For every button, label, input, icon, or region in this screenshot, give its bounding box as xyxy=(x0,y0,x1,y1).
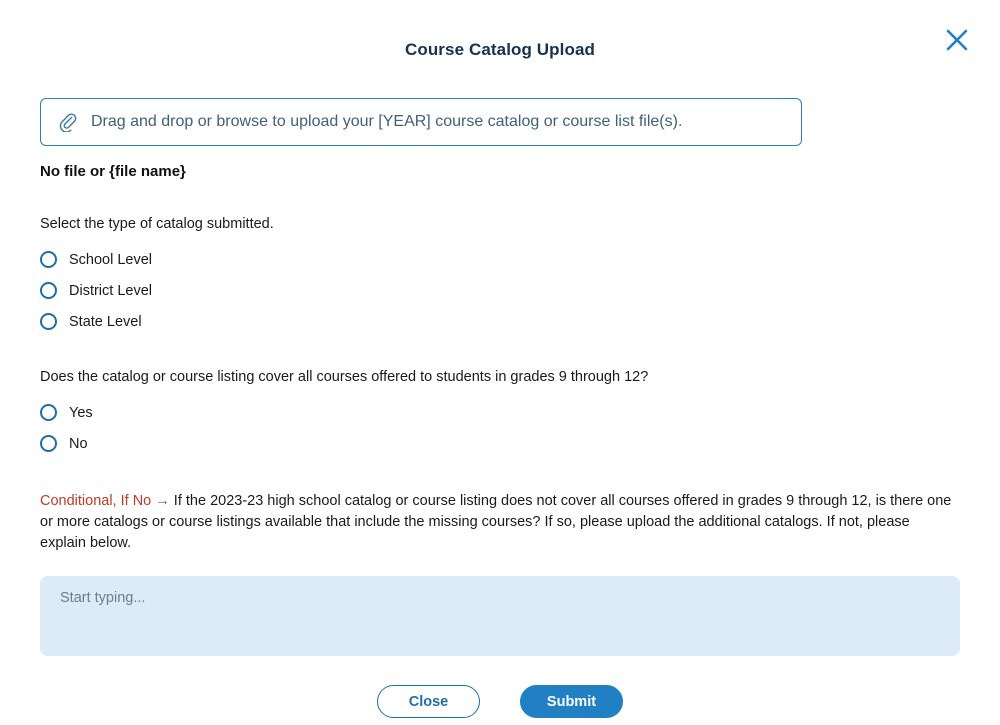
radio-icon[interactable] xyxy=(40,404,57,421)
radio-option-district-level[interactable] xyxy=(40,275,960,306)
conditional-instruction xyxy=(40,491,955,554)
modal-content xyxy=(0,98,1000,718)
radio-icon[interactable] xyxy=(40,251,57,268)
radio-label: Yes xyxy=(69,404,93,421)
radio-icon[interactable] xyxy=(40,282,57,299)
modal-footer xyxy=(40,685,960,718)
paperclip-icon xyxy=(57,111,79,133)
radio-option-state-level[interactable] xyxy=(40,306,960,337)
radio-icon[interactable] xyxy=(40,313,57,330)
radio-label: State Level xyxy=(69,313,142,330)
file-dropzone[interactable] xyxy=(40,98,802,146)
comment-textarea[interactable] xyxy=(40,576,960,656)
radio-label: No xyxy=(69,435,88,452)
radio-option-school-level[interactable] xyxy=(40,244,960,275)
radio-label: School Level xyxy=(69,251,153,268)
radio-label: District Level xyxy=(69,282,152,299)
catalog-type-radio-group xyxy=(40,244,960,337)
catalog-type-question: Select the type of catalog submitted. xyxy=(40,216,274,232)
file-name-status: No file or {file name} xyxy=(40,163,186,180)
radio-option-yes[interactable] xyxy=(40,397,960,428)
page-title: Course Catalog Upload xyxy=(404,40,596,59)
submit-button[interactable]: Submit xyxy=(520,685,623,718)
dropzone-placeholder: Drag and drop or browse to upload your [YEAR] course catalog or course list file(s). xyxy=(91,113,683,130)
radio-option-no[interactable] xyxy=(40,428,960,459)
close-button[interactable]: Close xyxy=(377,685,480,718)
radio-icon[interactable] xyxy=(40,435,57,452)
coverage-radio-group xyxy=(40,397,960,459)
conditional-flag: Conditional, If No → xyxy=(40,493,170,509)
conditional-text: If the 2023-23 high school catalog or course listing does not cover all courses offered in grades 9 through 12, is there one or more catalogs or course listings available that include the missing courses? If so, please upload the additional catalogs. If not, please explain below. xyxy=(40,493,952,552)
coverage-question: Does the catalog or course listing cover all courses offered to students in grades 9 through 12? xyxy=(40,369,649,385)
close-icon[interactable] xyxy=(940,23,974,57)
